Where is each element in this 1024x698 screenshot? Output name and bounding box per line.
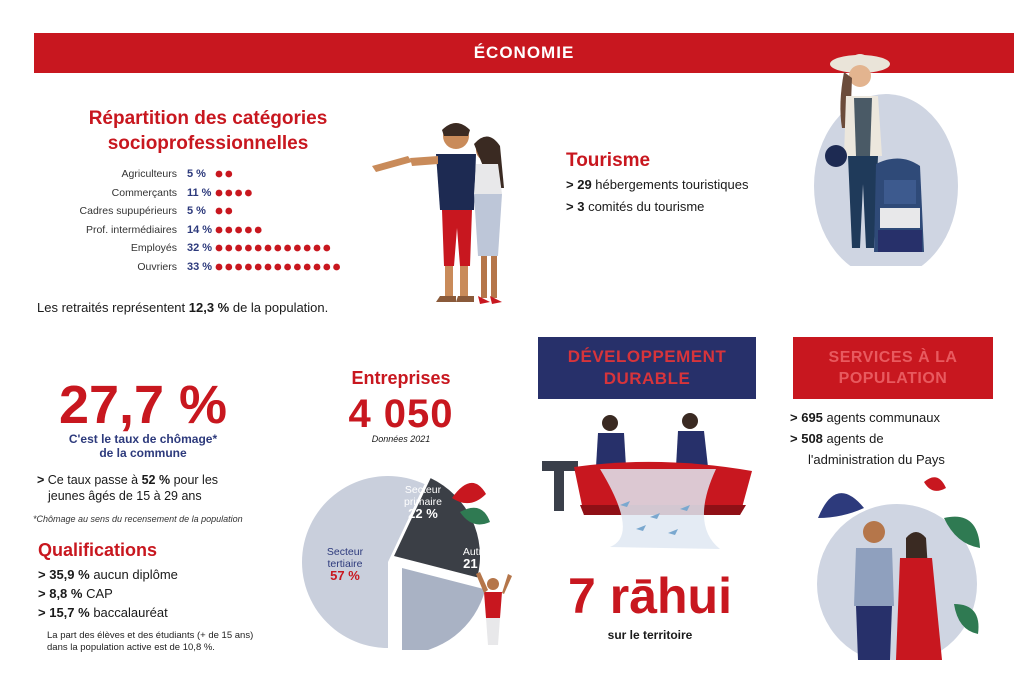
entreprises-value: 4 050 [348,392,454,436]
entreprises-pie-chart [300,450,540,650]
couple-illustration [812,474,982,660]
dot-icon [294,245,301,252]
dot-row [215,206,239,216]
qualification-value: 8,8 % [49,586,83,601]
dot-icon [235,245,242,252]
pie-label-tertiaire [310,546,380,582]
retraites-value: 12,3 % [188,300,230,315]
dot-icon [284,245,291,252]
dot-icon [294,263,301,270]
pie-pct-primaire: 22 % [408,506,438,521]
dot-icon [265,263,272,270]
dev-title-line2: DURABLE [603,369,691,388]
dot-row [215,169,239,179]
fishermen-boat-illustration [540,405,758,555]
prefix: > [38,567,50,582]
tourisme-value: 29 [577,177,592,192]
csp-label: Ouvriers [137,260,177,273]
dot-icon [225,189,232,196]
chomage-caption-line1: C'est le taux de chômage* [68,432,218,446]
tourisme-text: hébergements touristiques [591,177,749,192]
dot-row [215,243,337,253]
dot-row [215,188,258,198]
pie-pct-tertiaire: 57 % [330,568,360,583]
qualifications-note-line2: dans la population active est de 10,8 %. [47,642,215,653]
dot-icon [225,171,232,178]
retraites-post: de la population. [229,300,329,315]
dev-title-line1: DÉVELOPPEMENT [567,347,727,366]
dot-icon [245,226,252,233]
csp-label: Cadres supupérieurs [79,205,177,218]
rahui-caption: sur le territoire [607,628,693,642]
services-text: agents communaux [822,410,940,425]
prefix: > [37,473,48,487]
retraites-text [37,300,328,315]
dot-icon [225,226,232,233]
pie-slice-autres [402,568,485,650]
qualification-value: 15,7 % [49,605,90,620]
dot-icon [245,189,252,196]
dot-icon [274,245,281,252]
pie-label-line: Secteur [404,484,442,496]
dot-icon [333,263,340,270]
dot-icon [255,245,262,252]
services-value: 508 [801,431,823,446]
chomage-note-pre: Ce taux passe à [47,473,142,487]
dot-icon [216,263,223,270]
dot-icon [216,226,223,233]
dot-row [215,225,268,235]
dot-icon [216,171,223,178]
dot-icon [284,263,291,270]
csp-pct: 14 % [187,223,213,236]
dot-icon [245,263,252,270]
tourisme-line [566,199,704,214]
tourisme-line [566,177,749,192]
svc-title-line1: SERVICES À LA [828,349,958,366]
prefix: > [38,586,50,601]
chomage-note-post: pour les [170,473,219,487]
csp-pct: 32 % [187,242,213,255]
chomage-footnote: *Chômage au sens du recensement de la population [33,514,243,524]
dot-icon [265,245,272,252]
pie-label-primaire [392,484,454,520]
dot-icon [314,263,321,270]
dot-icon [314,245,321,252]
dot-icon [216,245,223,252]
svc-title-line2: POPULATION [838,370,948,387]
qualification-text: aucun diplôme [89,567,178,582]
prefix: > [790,410,802,425]
csp-label: Commerçants [111,186,177,199]
pointing-person-illustration [476,572,512,645]
csp-label: Employés [130,242,177,255]
dot-icon [255,226,262,233]
dot-icon [304,245,311,252]
qualification-value: 35,9 % [49,567,90,582]
pie-pct-autres: 21 % [463,556,493,571]
pie-label-line: Autres [462,546,494,558]
dot-icon [216,189,223,196]
chomage-caption [38,432,248,460]
dot-icon [255,263,262,270]
dot-row [215,262,346,272]
csp-label: Prof. intermédiaires [85,223,177,236]
dot-icon [274,263,281,270]
csp-pct: 5 % [187,168,206,181]
services-line: l'administration du Pays [808,452,945,467]
chomage-note-value: 52 % [141,473,171,487]
dot-icon [323,263,330,270]
prefix: > [566,199,578,214]
qualification-item [38,586,113,601]
qualification-text: baccalauréat [89,605,168,620]
services-text: agents de [822,431,884,446]
services-value: 695 [801,410,823,425]
repartition-title-line2: socioprofessionnelles [107,133,309,154]
pie-label-line: primaire [404,496,442,508]
dot-icon [225,263,232,270]
repartition-title [58,106,358,156]
qualifications-title: Qualifications [38,540,158,560]
dot-icon [225,208,232,215]
qualification-text: CAP [82,586,113,601]
tourisme-text: comités du tourisme [584,199,705,214]
dot-icon [235,263,242,270]
csp-pct: 5 % [187,205,206,218]
dot-icon [235,226,242,233]
pie-label-line: tertiaire [327,558,363,570]
pie-label-line: Secteur [326,546,364,558]
csp-pct: 33 % [187,260,213,273]
services-line [790,409,1010,427]
qualifications-note [47,630,327,654]
pie-label-autres [450,546,506,570]
traveler-illustration [808,44,958,266]
dot-icon [216,208,223,215]
csp-pct: 11 % [187,186,212,199]
entreprises-source: Données 2021 [371,434,431,444]
rahui-value: 7 rāhui [568,568,732,624]
qualification-item [38,605,168,620]
entreprises-title: Entreprises [351,368,451,388]
dot-icon [304,263,311,270]
prefix: > [38,605,50,620]
repartition-title-line1: Répartition des catégories [88,108,328,129]
dot-icon [323,245,330,252]
services-line [790,430,1010,448]
tourisme-value: 3 [577,199,585,214]
dot-icon [225,245,232,252]
dot-icon [245,245,252,252]
csp-label: Agriculteurs [121,168,177,181]
dot-icon [235,189,242,196]
retraites-pre: Les retraités représentent [37,300,189,315]
qualification-item [38,567,178,582]
developpement-durable-header [538,337,756,399]
services-header [793,337,993,399]
banner-title: ÉCONOMIE [473,43,575,62]
chomage-note-line2: jeunes âgés de 15 à 29 ans [48,489,202,503]
chomage-caption-line2: de la commune [99,446,187,460]
chomage-note [37,472,277,504]
tourisme-title: Tourisme [566,150,651,171]
tourists-illustration [370,118,510,310]
chomage-value: 27,7 % [58,375,228,435]
qualifications-note-line1: La part des élèves et des étudiants (+ de 15 ans) [47,630,254,641]
prefix: > [566,177,578,192]
prefix: > [790,431,802,446]
